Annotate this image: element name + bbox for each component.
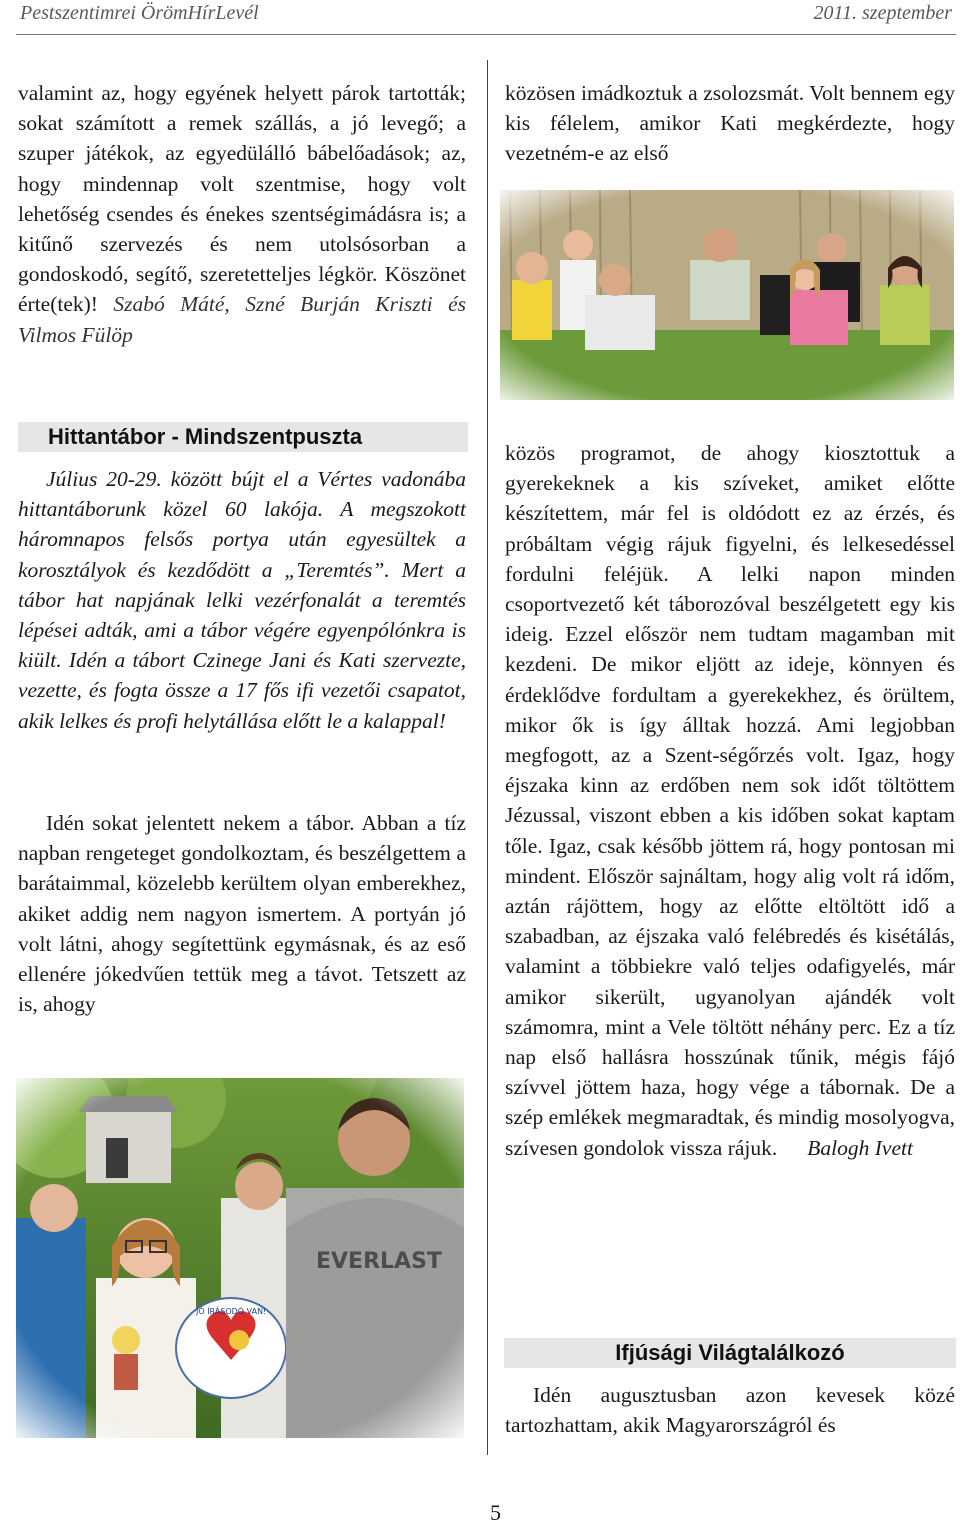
prayer-circle-illustration [500, 190, 954, 400]
section-heading-vilagtalalkozo: Ifjúsági Világtalálkozó [504, 1338, 956, 1368]
right-top-paragraph [505, 78, 955, 169]
right-main-body: közös programot, de ahogy kiosztottuk a gyerekeknek a kis szíveket, amiket előtte készítettem, már fel is oldódott ez az érzés, és próbáltam végig rájuk figyelni, és lelkesedéssel fordulni feléjük. A lelki napon minden csoportvezető két táborozóval beszélgetett egy kis ideig. Ezzel először nem tudtam magamban mit kezdeni. De mikor eljött az ideje, könnyen és érdeklődve fordultam a gyerekekhez, és örültem, mikor ők is így álltak hozzá. Ami legjobban megfogott, az a Szent-ségőrzés volt. Igaz, hogy éjszaka kinn az erdőben nem sok időt töltöttem Jézussal, viszont ebben a kis időben sokat kaptam tőle. Igaz, csak később jöttem rá, hogy pontosan mi mindent. Először sajnáltam, hogy alig volt rá időm, aztán rájöttem, hogy az előtte eltöltött idő a szabadban, az éjszaka való felébredés és kisétálás, valamint a többiekre való teljes odafigyelés, már amikor sikerült, ugyanolyan ajándék volt számomra, mint a Vele töltött néhány perc. Ez a tíz nap első hallásra hosszúnak tűnik, mégis fájó szívvel jöttem haza, hogy vége a tábornak. De a szép emlékek megmaradtak, és mindig mosolyogva, szívesen gondolok vissza rájuk. [505, 441, 955, 1160]
author-signature: Balogh Ivett [807, 1135, 913, 1160]
wyd-text: Idén augusztusban azon kevesek közé tartozhattam, akik Magyarországról és [505, 1383, 955, 1438]
right-main-paragraph [505, 438, 955, 1163]
right-top-text: közösen imádkoztuk a zsolozsmát. Volt bennem egy kis félelem, amikor Kati megkérdezte, hogy vezetném-e az első [505, 81, 955, 166]
wyd-paragraph [505, 1380, 955, 1440]
header-divider [16, 34, 956, 35]
page-number: 5 [490, 1500, 501, 1525]
camp-intro-paragraph [18, 464, 466, 736]
section-heading-hittantabor: Hittantábor - Mindszentpuszta [18, 422, 468, 452]
camp-photo-illustration [16, 1078, 464, 1438]
publication-title: Pestszentimrei ÖrömHírLevél [20, 2, 259, 24]
camp-story-text: Idén sokat jelentett nekem a tábor. Abban a tíz napban rengeteget gondolkoztam, és beszélgettem a barátaimmal, közelebb kerültem olyan emberekhez, akiket addig nem nagyon ismertem. A portyán jó volt látni, ahogy segítettünk egymásnak, és az eső ellenére jókedvűen tettük meg a távot. Tetszett az is, ahogy [18, 811, 466, 1017]
camp-story-paragraph [18, 808, 466, 1019]
prayer-circle-photo [500, 190, 954, 400]
column-divider [487, 60, 488, 1455]
intro-signature: Szabó Máté, Szné Burján Kriszti és Vilmos Fülöp [18, 292, 466, 347]
issue-date: 2011. szeptember [813, 2, 952, 24]
right-main-text [505, 438, 955, 1163]
intro-paragraph [18, 78, 466, 350]
camp-photo-group [16, 1078, 464, 1438]
intro-text: valamint az, hogy egyének helyett párok tartották; sokat számított a remek szállás, a jó levegő; a szuper játékok, az egyedülálló bábelőadások; az, hogy mindennap volt szentmise, hogy volt lehetőség csendes és énekes szentségimádásra is; a kitűnő szervezés és nem utolsósorban a gondoskodó, segítő, szeretetteljes légkör. Köszönet érte(tek)! [18, 81, 466, 317]
camp-intro-text: Július 20-29. között bújt el a Vértes vadonába hittantáborunk közel 60 lakója. A megszokott háromnapos felsős portya után egyesültek a korosztályok és kezdődött a „Teremtés”. Mert a tábor hat napjának lelki vezérfonalát a teremtés lépései adták, ami a tábor végére egyenpólónkra is kiült. Idén a tábort Czinege Jani és Kati szervezte, vezette, és fogta össze a 17 fős ifi vezetői csapatot, akik lelkes és profi helytállása előtt le a kalappal! [18, 467, 466, 733]
